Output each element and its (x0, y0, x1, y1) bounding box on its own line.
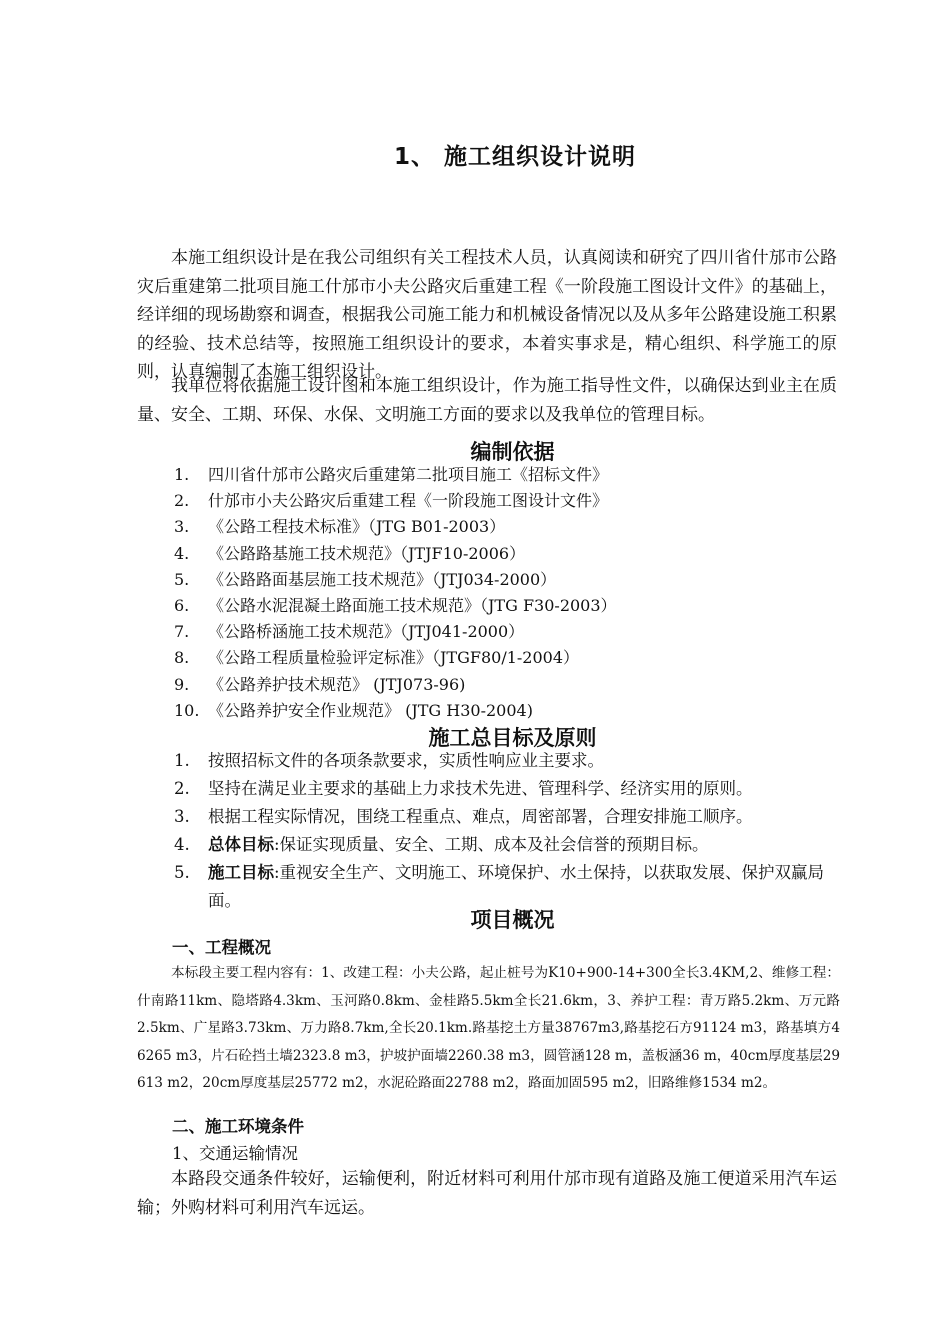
basis-item: 2. 什邡市小夫公路灾后重建工程《一阶段施工图设计文件》 (174, 491, 609, 511)
goal-item: 2. 坚持在满足业主要求的基础上力求技术先进、管理科学、经济实用的原则。 (174, 779, 753, 798)
basis-item: 1. 四川省什邡市公路灾后重建第二批项目施工《招标文件》 (174, 465, 609, 484)
section-2-subtitle: 1、交通运输情况 (172, 1144, 298, 1163)
intro-paragraph-1: 本施工组织设计是在我公司组织有关工程技术人员，认真阅读和研究了四川省什邡市公路灾后重建第二批项目施工什邡市小夫公路灾后重建工程《一阶段施工图设计文件》的基础上，经详细的现场勘察和调查，根据我公司施工能力和机械设备情况以及从多年公路建设施工积累的经验、技术总结等，按照施工组织设计的要求，本着实事求是，精心组织、科学施工的原则，认真编制了本施工组织设计。 (137, 248, 837, 382)
basis-list (174, 462, 844, 724)
goal-item: 1. 按照招标文件的各项条款要求，实质性响应业主要求。 (174, 751, 604, 770)
traffic-paragraph: 本路段交通条件较好，运输便利，附近材料可利用什邡市现有道路及施工便道采用汽车运输；外购材料可利用汽车远运。 (137, 1169, 837, 1218)
project-heading: 项目概况 (470, 908, 555, 932)
basis-item: 8. 《公路工程质量检验评定标准》（JTGF80/1-2004） (174, 648, 580, 668)
basis-item: 9. 《公路养护技术规范》 (JTJ073-96) (174, 674, 466, 694)
basis-heading: 编制依据 (470, 440, 555, 464)
document-title: 1、 施工组织设计说明 (393, 144, 636, 170)
basis-item: 10. 《公路养护安全作业规范》 (JTG H30-2004) (174, 700, 533, 720)
intro-paragraph-2: 我单位将依据施工设计图和本施工组织设计，作为施工指导性文件，以确保达到业主在质量、安全、工期、环保、水保、文明施工方面的要求以及我单位的管理目标。 (137, 376, 837, 425)
basis-item: 7. 《公路桥涵施工技术规范》（JTJ041-2000） (174, 622, 525, 642)
project-overview-text: 本标段主要工程内容有：1、改建工程：小夫公路，起止桩号为K10+900-14+300全长3.4KM,2、维修工程：什南路11km、隐塔路4.3km、玉河路0.8km、金桂路5.5km全长21.6km，3、养护工程：青万路5.2km、万元路2.5km、广星路3.73km、万力路8.7km,全长20.1km.路基挖土方量38767m3,路基挖石方91124 m3，路基填方46265 m3，片石砼挡土墙2323.8 m3，护坡护面墙2260.38 m3，圆管涵128 m，盖板涵36 m，40cm厚度基层29613 m2，20cm厚度基层25772 m2，水泥砼路面22788 m2，路面加固595 m2，旧路维修1534 m2。 (137, 965, 840, 1092)
goal-item: 3. 根据工程实际情况，围绕工程重点、难点，周密部署，合理安排施工顺序。 (174, 807, 753, 826)
goals-heading: 施工总目标及原则 (428, 726, 597, 750)
basis-item: 3. 《公路工程技术标准》（JTG B01-2003） (174, 517, 506, 537)
goal-item: 5. 施工目标:重视安全生产、文明施工、环境保护、水土保持，以获取发展、保护双赢局面。 (174, 863, 825, 910)
basis-item: 4. 《公路路基施工技术规范》（JTJF10-2006） (174, 543, 526, 563)
basis-item: 5. 《公路路面基层施工技术规范》（JTJ034-2000） (174, 569, 557, 589)
goal-item: 4. 总体目标:保证实现质量、安全、工期、成本及社会信誉的预期目标。 (174, 835, 709, 854)
basis-item: 6. 《公路水泥混凝土路面施工技术规范》（JTG F30-2003） (174, 596, 617, 616)
section-2-title: 二、施工环境条件 (172, 1117, 304, 1136)
section-1-title: 一、工程概况 (172, 938, 271, 957)
goals-list (174, 747, 844, 915)
